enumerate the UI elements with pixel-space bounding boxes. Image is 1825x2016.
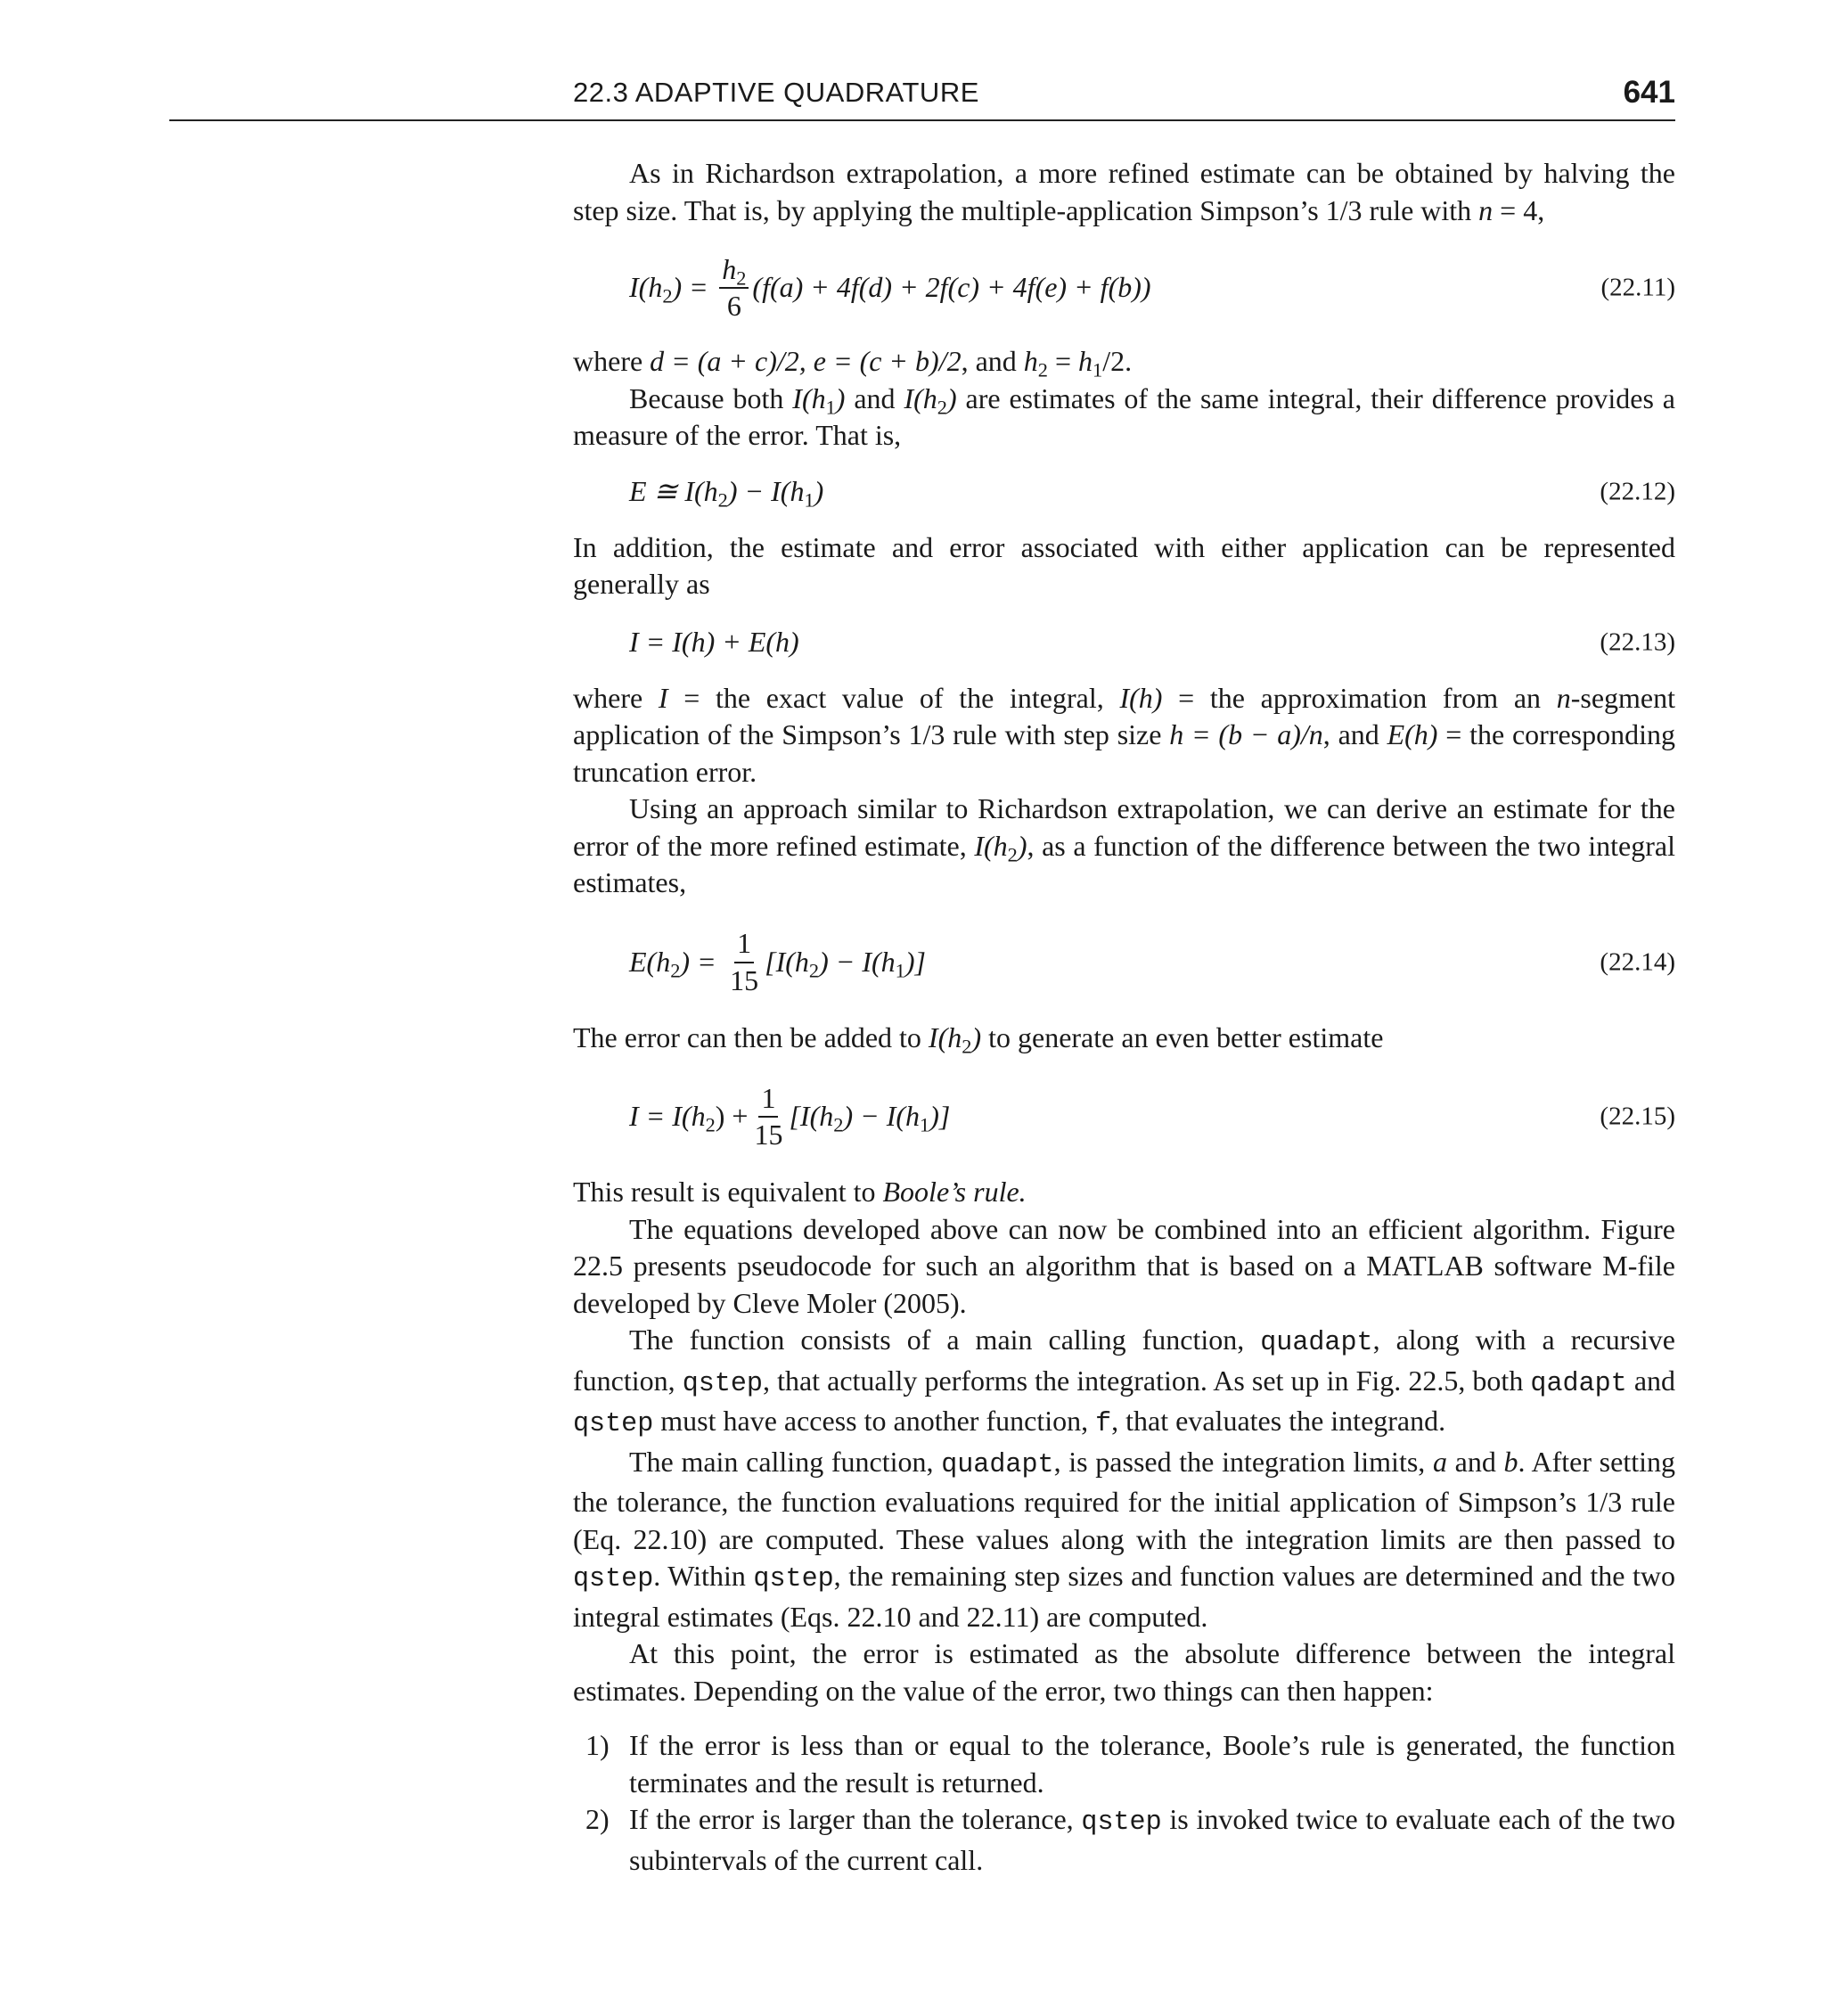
- equation-number: (22.14): [1600, 947, 1675, 976]
- fraction-1-over-15: $\frac{1}{15}$: [754, 1081, 783, 1151]
- equation-22-11: $I(h_2)$ = $\frac{h_2}{6}$ (f(a) + 4f(d) + 2f(c) + 4f(e) + f(b)) (22.11): [629, 252, 1675, 322]
- equation-22-13: I = I(h) + E(h) (22.13): [573, 616, 1675, 669]
- page-number: 641: [1623, 75, 1675, 110]
- paragraph-function-structure: The function consists of a main calling function, quadapt, along with a recursive function, qstep, that actually performs the integration. As set up in Fig. 22.5, both qadapt and qstep must have access to another function, f, that evaluates the integrand.: [573, 1324, 1676, 1439]
- list-item: 2) If the error is larger than the tolerance, qstep is invoked twice to evaluate each of the two subintervals of the current call.: [585, 1803, 1676, 1876]
- equation-number: (22.15): [1600, 1102, 1675, 1131]
- equation-number: (22.13): [1600, 627, 1675, 656]
- paragraph-richardson-approach: Using an approach similar to Richardson extrapolation, we can derive an estimate for the error of the more refined estimate, $I(h_2)$, as a function of the difference between the two integral estimates,: [573, 792, 1676, 898]
- paragraph-general-representation: In addition, the estimate and error associated with either application can be represented generally as: [573, 530, 1675, 600]
- page-header: [169, 75, 1675, 121]
- page-body: [573, 155, 1675, 1879]
- paragraph-main-calling: The main calling function, quadapt, is passed the integration limits, a and b. After setting the tolerance, the function evaluations required for the initial application of Simpson’s 1/3 rule (Eq. 22.10) are computed. These values along with the integration limits are then passed to qstep. Within qstep, the remaining step sizes and function values are determined and the two integral estimates (Eqs. 22.10 and 22.11) are computed.: [573, 1445, 1676, 1633]
- equation-22-12: E ≅ $I(h_2) - I(h_1)$ (22.12): [629, 474, 1675, 512]
- equation-22-15: $I = I(h_2)$ + $\frac{1}{15}$ $[I(h_2) - I(h_1)]$ (22.15): [629, 1081, 1675, 1151]
- paragraph-booles-rule: This result is equivalent to Boole’s rule.: [573, 1176, 1027, 1208]
- equation-number: (22.11): [1600, 273, 1675, 302]
- paragraph-error-estimated: At this point, the error is estimated as the absolute difference between the integral estimates. Depending on the value of the error, two things can then happen:: [573, 1637, 1675, 1707]
- outcome-list: [573, 1727, 1675, 1879]
- paragraph-algorithm: The equations developed above can now be combined into an efficient algorithm. Figure 22.5 presents pseudocode for such an algorithm that is based on a MATLAB software M-file developed by Cleve Moler (2005).: [573, 1212, 1675, 1319]
- equation-22-14: $E(h_2)$ = $\frac{1}{15}$ $[I(h_2) - I(h_1)]$ (22.14): [629, 927, 1675, 996]
- paragraph-halving-step: As in Richardson extrapolation, a more refined estimate can be obtained by halving the step size. That is, by applying the multiple-application Simpson’s 1/3 rule with n = 4,: [573, 157, 1675, 226]
- equation-number: (22.12): [1600, 476, 1675, 505]
- running-head: 22.3 ADAPTIVE QUADRATURE: [573, 77, 979, 108]
- paragraph-add-error: The error can then be added to $I(h_2)$ to generate an even better estimate: [573, 1020, 1384, 1057]
- fraction-1-over-15: $\frac{1}{15}$: [730, 927, 759, 996]
- paragraph-difference-error: Because both $I(h_1)$ and $I(h_2)$ are estimates of the same integral, their difference provides a measure of the error. That is,: [573, 381, 1676, 451]
- list-item: 1) If the error is less than or equal to the tolerance, Boole’s rule is generated, the function terminates and the result is returned.: [585, 1729, 1675, 1799]
- paragraph-exact-value: where I = the exact value of the integral, I(h) = the approximation from an n-segment application of the Simpson’s 1/3 rule with step size h = (b − a)/n, and E(h) = the corresponding truncation error.: [573, 681, 1676, 788]
- paragraph-where-d-e: where d = (a + c)/2, e = (c + b)/2, and $h_2 = h_1/2$.: [573, 345, 1133, 381]
- fraction-h2-over-6: $\frac{h_2}{6}$: [719, 254, 749, 322]
